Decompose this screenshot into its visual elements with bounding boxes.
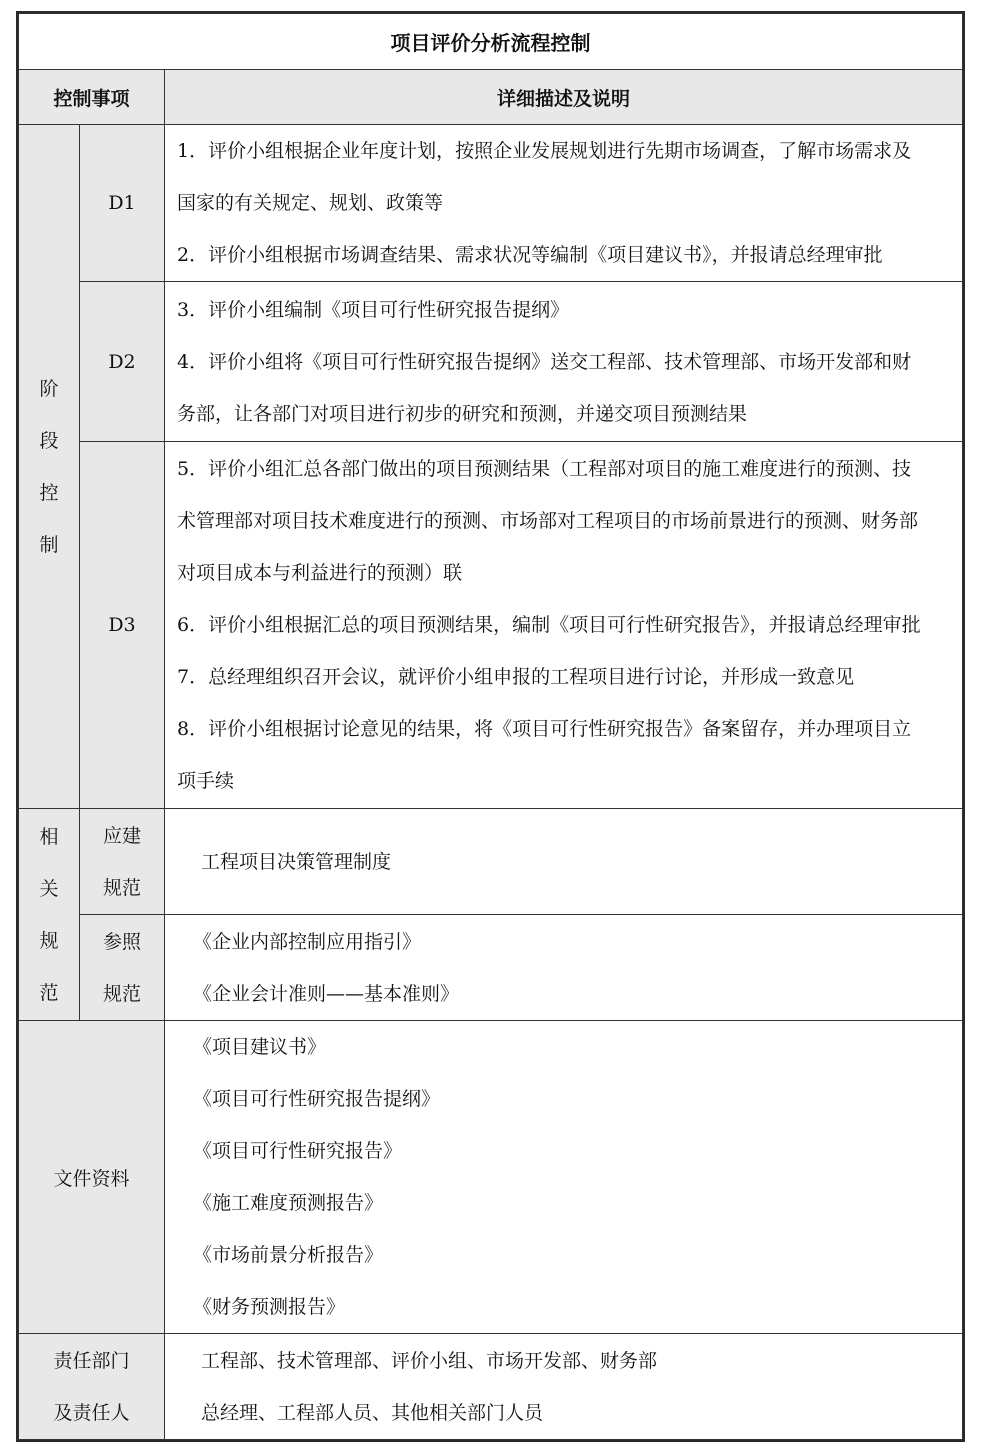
description-line: 项手续	[177, 770, 235, 792]
stage-d2-description	[165, 282, 963, 442]
list-item: 总经理、工程部人员、其他相关部门人员	[201, 1401, 544, 1424]
process-control-table	[18, 13, 963, 1440]
should-build-norms-list	[165, 809, 963, 915]
stage-code-d3: D3	[80, 442, 165, 809]
list-item: 《施工难度预测报告》	[193, 1192, 384, 1214]
header-description: 详细描述及说明	[165, 70, 963, 125]
description-line: 务部，让各部门对项目进行初步的研究和预测，并递交项目预测结果	[177, 402, 748, 425]
list-item: 《项目建议书》	[193, 1036, 327, 1058]
list-item: 工程项目决策管理制度	[201, 850, 392, 873]
description-line: 国家的有关规定、规划、政策等	[177, 192, 444, 214]
description-line: 术管理部对项目技术难度进行的预测、市场部对工程项目的市场前景进行的预测、财务部	[177, 510, 919, 532]
related-norms-label: 相 关 规 范	[19, 809, 80, 1021]
list-item: 工程部、技术管理部、评价小组、市场开发部、财务部	[201, 1349, 658, 1372]
description-line: 对项目成本与利益进行的预测）联	[177, 562, 463, 584]
reference-norms-list	[165, 915, 963, 1021]
list-item: 《财务预测报告》	[193, 1296, 346, 1318]
description-line: 7．总经理组织召开会议，就评价小组申报的工程项目进行讨论，并形成一致意见	[177, 666, 855, 688]
description-line: 5．评价小组汇总各部门做出的项目预测结果（工程部对项目的施工难度进行的预测、技	[177, 458, 912, 480]
list-item: 《项目可行性研究报告提纲》	[193, 1088, 441, 1110]
stage-code-d1: D1	[80, 125, 165, 282]
description-line: 4．评价小组将《项目可行性研究报告提纲》送交工程部、技术管理部、市场开发部和财	[177, 350, 912, 373]
responsibility-list	[165, 1334, 963, 1440]
should-build-norms-label: 应建 规范	[80, 809, 165, 915]
list-item: 《市场前景分析报告》	[193, 1244, 384, 1266]
reference-norms-label: 参照 规范	[80, 915, 165, 1021]
stage-code-d2: D2	[80, 282, 165, 442]
stage-d3-description	[165, 442, 963, 809]
header-control-item: 控制事项	[19, 70, 165, 125]
list-item: 《项目可行性研究报告》	[193, 1140, 403, 1162]
document-title: 项目评价分析流程控制	[19, 14, 963, 70]
description-line: 1．评价小组根据企业年度计划，按照企业发展规划进行先期市场调查，了解市场需求及	[177, 140, 912, 162]
documents-list	[165, 1021, 963, 1334]
process-control-document	[16, 11, 965, 1442]
stage-control-label: 阶 段 控 制	[19, 125, 80, 809]
description-line: 2．评价小组根据市场调查结果、需求状况等编制《项目建议书》，并报请总经理审批	[177, 244, 883, 266]
list-item: 《企业会计准则——基本准则》	[193, 982, 460, 1005]
responsibility-label: 责任部门 及责任人	[19, 1334, 165, 1440]
stage-d1-description	[165, 125, 963, 282]
description-line: 6．评价小组根据汇总的项目预测结果，编制《项目可行性研究报告》，并报请总经理审批	[177, 614, 921, 636]
list-item: 《企业内部控制应用指引》	[193, 930, 422, 953]
description-line: 8．评价小组根据讨论意见的结果，将《项目可行性研究报告》备案留存，并办理项目立	[177, 718, 912, 740]
description-line: 3．评价小组编制《项目可行性研究报告提纲》	[177, 298, 570, 321]
documents-label: 文件资料	[19, 1021, 165, 1334]
